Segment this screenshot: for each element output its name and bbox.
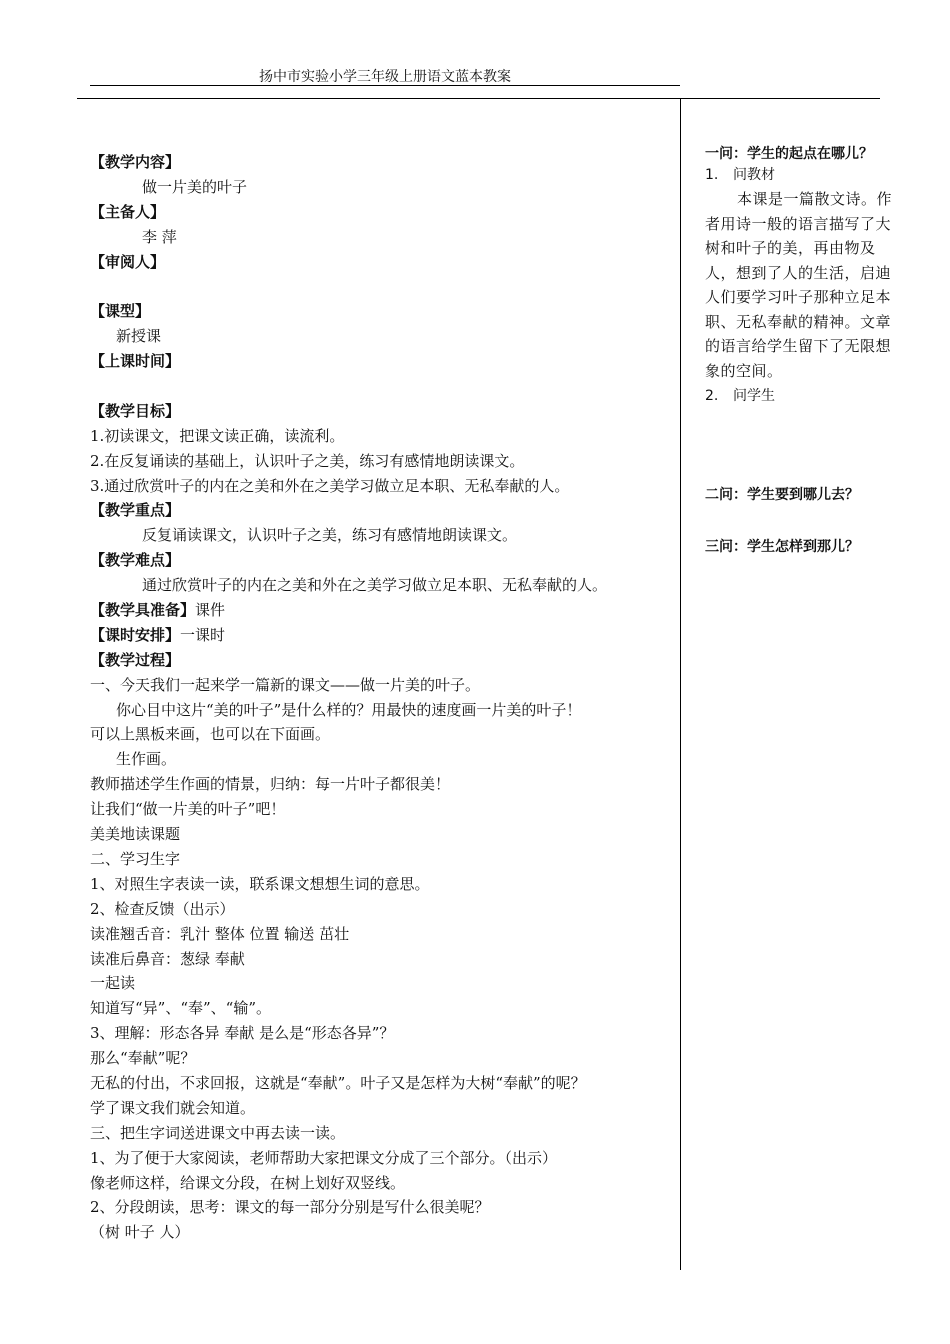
heading-label: 【教学目标】 — [90, 401, 181, 420]
heading-value: 课件 — [195, 601, 226, 620]
side-notes — [705, 143, 900, 558]
heading-label: 【教学难点】 — [90, 551, 181, 570]
text-line: 生作画。 — [116, 750, 177, 769]
lesson-plan-body — [90, 150, 675, 1245]
text-line: 2、分段朗读，思考：课文的每一部分分别是写什么很美呢？ — [90, 1198, 490, 1217]
section-heading — [90, 598, 675, 623]
text-line: 那么“奉献”呢？ — [90, 1049, 196, 1068]
text-line: 新授课 — [116, 327, 162, 346]
heading-label: 【教学具准备】 — [90, 601, 196, 620]
section-heading — [90, 399, 675, 424]
section-heading — [90, 150, 675, 175]
section-heading — [90, 299, 675, 324]
section-heading — [90, 200, 675, 225]
text-line: 李 萍 — [142, 227, 177, 246]
text-line: 2、检查反馈（出示） — [90, 899, 235, 918]
heading-label: 【课型】 — [90, 302, 151, 321]
header-rule-lower — [77, 98, 880, 99]
text-line: 像老师这样，给课文分段，在树上划好双竖线。 — [90, 1173, 406, 1192]
column-divider — [680, 98, 681, 1270]
text-line: 通过欣赏叶子的内在之美和外在之美学习做立足本职、无私奉献的人。 — [142, 576, 608, 595]
section-heading — [90, 250, 675, 275]
heading-label: 【主备人】 — [90, 202, 166, 221]
text-line: 反复诵读课文，认识叶子之美，练习有感情地朗读课文。 — [142, 526, 518, 545]
side-paragraph: 本课是一篇散文诗。作者用诗一般的语言描写了大树和叶子的美，再由物及人，想到了人的生活，启迪人们要学习叶子那种立足本职、无私奉献的精神。文章的语言给学生留下了无限想象的空间。 — [705, 190, 893, 380]
side-question-3: 三问：学生怎样到那儿？ — [705, 539, 859, 555]
heading-label: 【上课时间】 — [90, 352, 181, 371]
text-line: 1.初读课文，把课文读正确，读流利。 — [90, 426, 345, 445]
text-line: 2.在反复诵读的基础上，认识叶子之美，练习有感情地朗读课文。 — [90, 451, 525, 470]
section-heading — [90, 648, 675, 673]
text-line — [90, 274, 675, 299]
text-line: 读准翘舌音：乳汁 整体 位置 输送 茁壮 — [90, 924, 350, 943]
text-line: 3、理解：形态各异 奉献 是么是“形态各异”？ — [90, 1024, 395, 1043]
side-item-label: 问教材 — [733, 167, 775, 183]
heading-label: 【教学重点】 — [90, 501, 181, 520]
text-line: 做一片美的叶子 — [142, 177, 248, 196]
side-item-textbook — [705, 165, 900, 185]
page-header-title: 扬中市实验小学三年级上册语文蓝本教案 — [259, 69, 511, 85]
text-line: 一、今天我们一起来学一篇新的课文——做一片美的叶子。 — [90, 675, 481, 694]
side-question-2: 二问：学生要到哪儿去？ — [705, 487, 859, 503]
heading-label: 【教学过程】 — [90, 650, 181, 669]
side-item-students — [705, 386, 900, 406]
text-line: 教师描述学生作画的情景，归纳：每一片叶子都很美！ — [90, 775, 451, 794]
text-line: 1、对照生字表读一读，联系课文想想生词的意思。 — [90, 874, 430, 893]
side-item-number: 1. — [705, 167, 719, 183]
section-heading — [90, 349, 675, 374]
text-line: 可以上黑板来画，也可以在下面画。 — [90, 725, 331, 744]
text-line: 无私的付出，不求回报，这就是“奉献”。叶子又是怎样为大树“奉献”的呢？ — [90, 1073, 586, 1092]
side-item-label: 问学生 — [733, 388, 775, 404]
text-line — [90, 374, 675, 399]
text-line: （树 叶子 人） — [90, 1223, 190, 1242]
text-line: 让我们“做一片美的叶子”吧！ — [90, 800, 286, 819]
text-line: 一起读 — [90, 974, 136, 993]
side-item-number: 2. — [705, 388, 719, 404]
text-line: 1、为了便于大家阅读，老师帮助大家把课文分成了三个部分。（出示） — [90, 1148, 558, 1167]
text-line: 三、把生字词送进课文中再去读一读。 — [90, 1123, 346, 1142]
text-line: 二、学习生字 — [90, 849, 181, 868]
section-heading — [90, 498, 675, 523]
header-rule-upper — [90, 85, 680, 86]
heading-value: 一课时 — [180, 625, 226, 644]
heading-label: 【课时安排】 — [90, 625, 181, 644]
heading-label: 【审阅人】 — [90, 252, 166, 271]
section-heading — [90, 548, 675, 573]
text-line: 美美地读课题 — [90, 825, 181, 844]
side-question-1: 一问：学生的起点在哪儿？ — [705, 146, 873, 162]
heading-label: 【教学内容】 — [90, 153, 181, 171]
text-line: 你心目中这片“美的叶子”是什么样的？用最快的速度画一片美的叶子！ — [116, 700, 582, 719]
text-line: 3.通过欣赏叶子的内在之美和外在之美学习做立足本职、无私奉献的人。 — [90, 476, 570, 495]
text-line: 读准后鼻音：葱绿 奉献 — [90, 949, 245, 968]
text-line: 学了课文我们就会知道。 — [90, 1098, 256, 1117]
text-line: 知道写“异”、“奉”、“输”。 — [90, 999, 272, 1018]
section-heading — [90, 623, 675, 648]
